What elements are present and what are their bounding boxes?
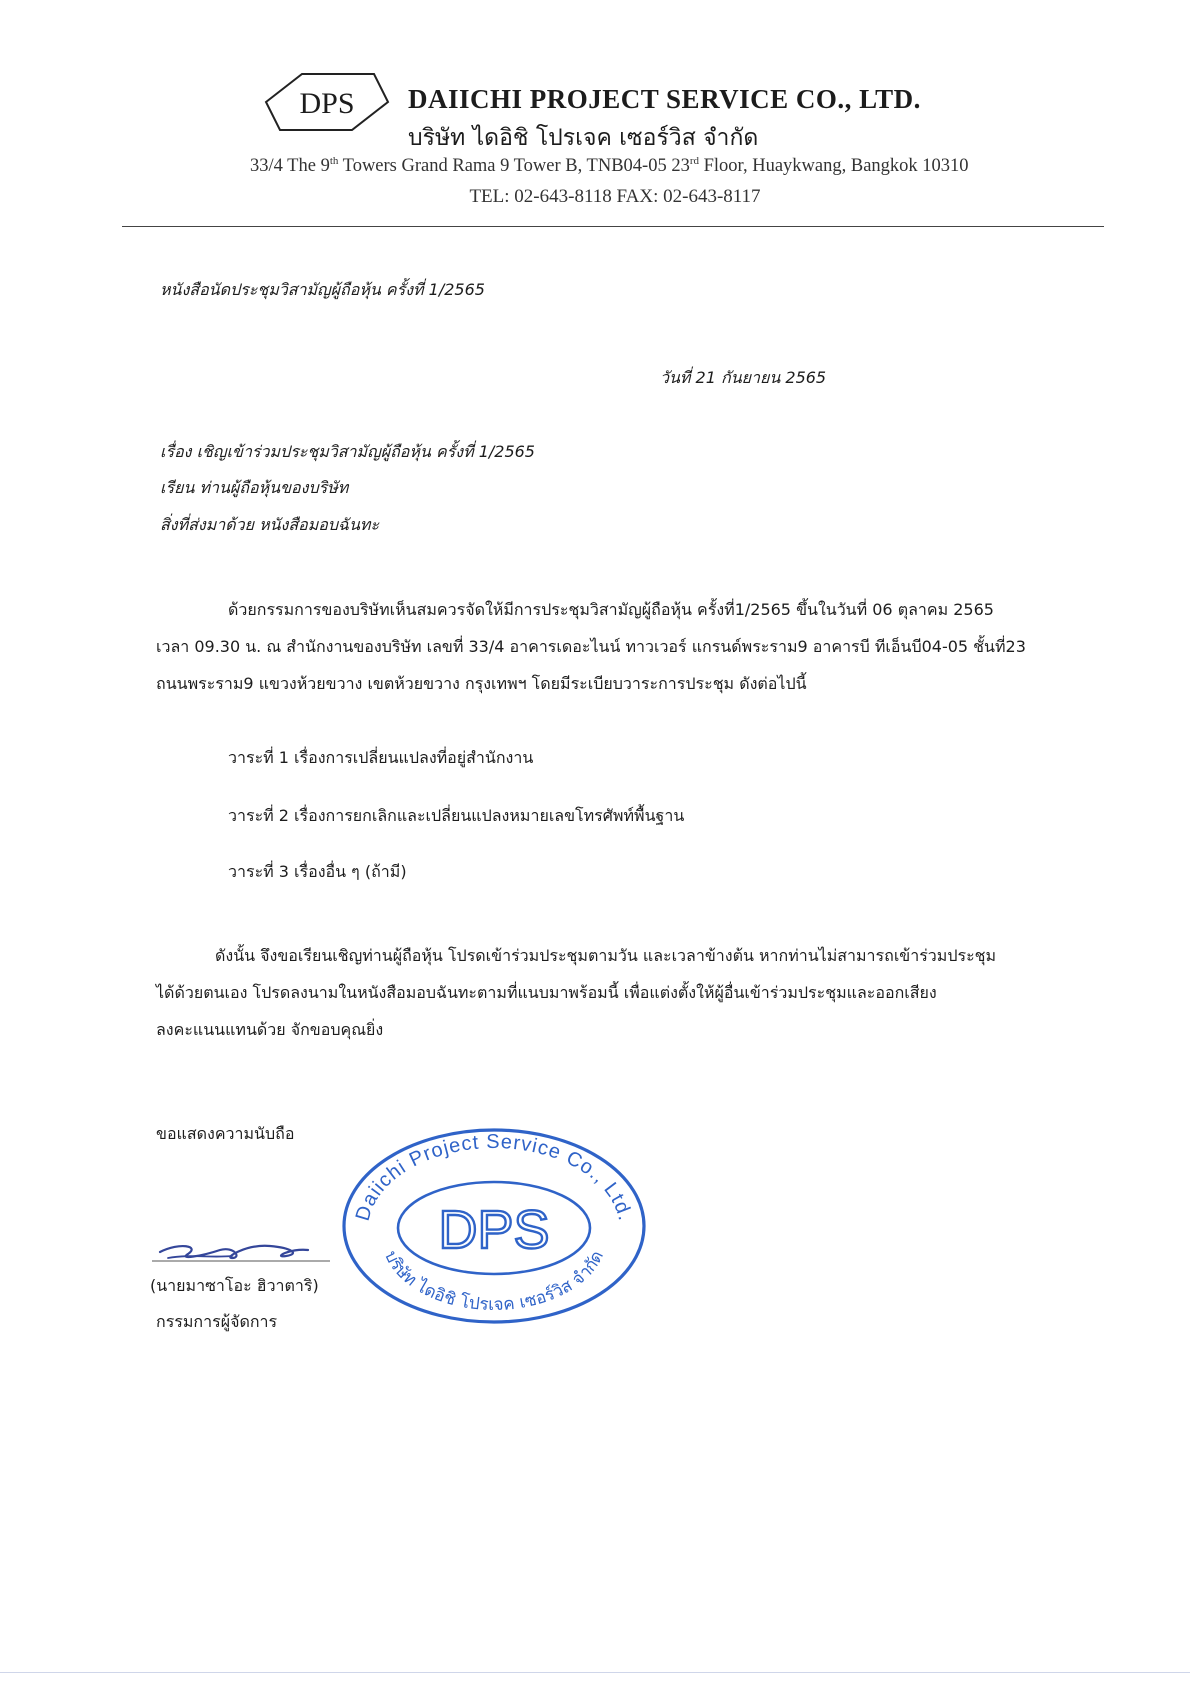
paragraph-1-line-3: ถนนพระราม9 แขวงห้วยขวาง เขตห้วยขวาง กรุงเทพฯ โดยมีระเบียบวาระการประชุม ดังต่อไปนี้ (156, 674, 807, 693)
logo-text: DPS (299, 87, 355, 120)
header-divider (122, 226, 1104, 227)
paragraph-1-line-1: ด้วยกรรมการของบริษัทเห็นสมควรจัดให้มีการประชุมวิสามัญผู้ถือหุ้น ครั้งที่1/2565 ขึ้นในวันที่ 06 ตุลาคม 2565 (228, 600, 994, 619)
company-logo (262, 70, 392, 134)
subject-line: เรื่อง เชิญเข้าร่วมประชุมวิสามัญผู้ถือหุ้น ครั้งที่ 1/2565 (160, 442, 535, 461)
seal-bottom-text: บริษัท ไดอิชิ โปรเจค เซอร์วิส จำกัด (380, 1247, 608, 1316)
paragraph-1-line-2: เวลา 09.30 น. ณ สำนักงานของบริษัท เลขที่ 33/4 อาคารเดอะไนน์ ทาวเวอร์ แกรนด์พระราม9 อาคารบี ทีเอ็นบี04-05 ชั้นที่23 (156, 637, 1026, 656)
seal-center-text: DPS (438, 1200, 550, 1260)
agenda-item-2: วาระที่ 2 เรื่องการยกเลิกและเปลี่ยนแปลงหมายเลขโทรศัพท์พื้นฐาน (228, 806, 685, 825)
paragraph-2-line-1: ดังนั้น จึงขอเรียนเชิญท่านผู้ถือหุ้น โปรดเข้าร่วมประชุมตามวัน และเวลาข้างต้น หากท่านไม่สามารถเข้าร่วมประชุม (215, 946, 997, 965)
company-name-en: DAIICHI PROJECT SERVICE CO., LTD. (408, 84, 921, 114)
handwritten-signature (150, 1228, 340, 1268)
page-bottom-edge (0, 1672, 1190, 1673)
company-address: 33/4 The 9th Towers Grand Rama 9 Tower B, TNB04-05 23rd Floor, Huaykwang, Bangkok 10310 (250, 155, 969, 177)
paragraph-2-line-3: ลงคะแนนแทนด้วย จักขอบคุณยิ่ง (156, 1020, 384, 1039)
signer-title: กรรมการผู้จัดการ (156, 1312, 278, 1331)
agenda-item-3: วาระที่ 3 เรื่องอื่น ๆ (ถ้ามี) (228, 862, 407, 881)
closing-salutation: ขอแสดงความนับถือ (156, 1124, 295, 1143)
signer-name: (นายมาซาโอะ ฮิวาตาริ) (150, 1276, 319, 1295)
company-seal-stamp (340, 1126, 648, 1326)
recipient-line: เรียน ท่านผู้ถือหุ้นของบริษัท (160, 478, 349, 497)
paragraph-2-line-2: ได้ด้วยตนเอง โปรดลงนามในหนังสือมอบฉันทะตามที่แนบมาพร้อมนี้ เพื่อแต่งตั้งให้ผู้อื่นเข้าร่วมประชุมและออกเสียง (156, 983, 937, 1002)
company-phone-fax: TEL: 02-643-8118 FAX: 02-643-8117 (469, 186, 761, 207)
agenda-item-1: วาระที่ 1 เรื่องการเปลี่ยนแปลงที่อยู่สำนักงาน (228, 748, 534, 767)
document-date: วันที่ 21 กันยายน 2565 (660, 368, 827, 387)
company-name-th: บริษัท ไดอิชิ โปรเจค เซอร์วิส จำกัด (408, 125, 759, 151)
document-heading: หนังสือนัดประชุมวิสามัญผู้ถือหุ้น ครั้งที่ 1/2565 (160, 280, 485, 299)
enclosure-line: สิ่งที่ส่งมาด้วย หนังสือมอบฉันทะ (160, 515, 380, 534)
seal-top-text: Daiichi Project Service Co., Ltd. (351, 1130, 637, 1224)
